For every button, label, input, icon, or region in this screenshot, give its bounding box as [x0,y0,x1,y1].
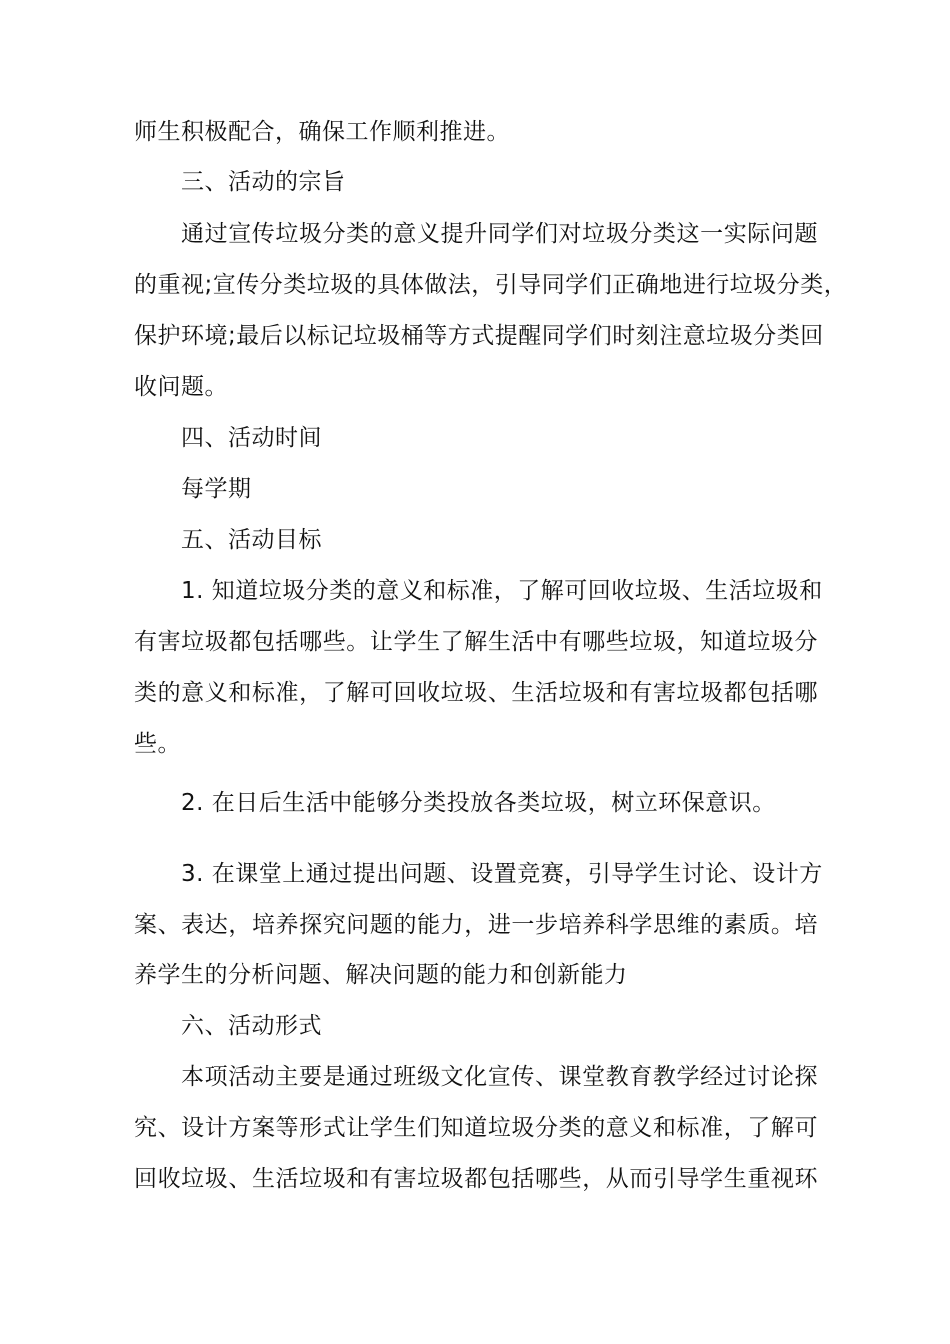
paragraph-line: 回收垃圾、生活垃圾和有害垃圾都包括哪些，从而引导学生重视环 [134,1166,818,1192]
paragraph-line: 师生积极配合，确保工作顺利推进。 [134,119,510,145]
list-item-line: 案、表达，培养探究问题的能力，进一步培养科学思维的素质。培 [134,912,818,938]
list-item-line: 养学生的分析问题、解决问题的能力和创新能力 [134,962,628,988]
list-item-line: 类的意义和标准，了解可回收垃圾、生活垃圾和有害垃圾都包括哪 [134,680,818,706]
paragraph-line: 本项活动主要是通过班级文化宣传、课堂教育教学经过讨论探 [181,1064,818,1090]
list-item-line: 有害垃圾都包括哪些。让学生了解生活中有哪些垃圾，知道垃圾分 [134,629,818,655]
list-item-line: 些。 [134,731,181,757]
paragraph-line: 每学期 [181,476,252,502]
paragraph-line: 的重视;宣传分类垃圾的具体做法，引导同学们正确地进行垃圾分类， [134,272,848,298]
paragraph-line: 保护环境;最后以标记垃圾桶等方式提醒同学们时刻注意垃圾分类回 [134,323,824,349]
section-heading: 三、活动的宗旨 [181,169,346,195]
paragraph-line: 收问题。 [134,374,228,400]
list-item-line: 1. 知道垃圾分类的意义和标准，了解可回收垃圾、生活垃圾和 [181,578,823,604]
list-item-line: 2. 在日后生活中能够分类投放各类垃圾，树立环保意识。 [181,790,776,816]
list-item-line: 3. 在课堂上通过提出问题、设置竞赛，引导学生讨论、设计方 [181,861,823,887]
paragraph-line: 究、设计方案等形式让学生们知道垃圾分类的意义和标准，了解可 [134,1115,818,1141]
section-heading: 五、活动目标 [181,527,322,553]
section-heading: 四、活动时间 [181,425,322,451]
section-heading: 六、活动形式 [181,1013,322,1039]
paragraph-line: 通过宣传垃圾分类的意义提升同学们对垃圾分类这一实际问题 [181,221,818,247]
